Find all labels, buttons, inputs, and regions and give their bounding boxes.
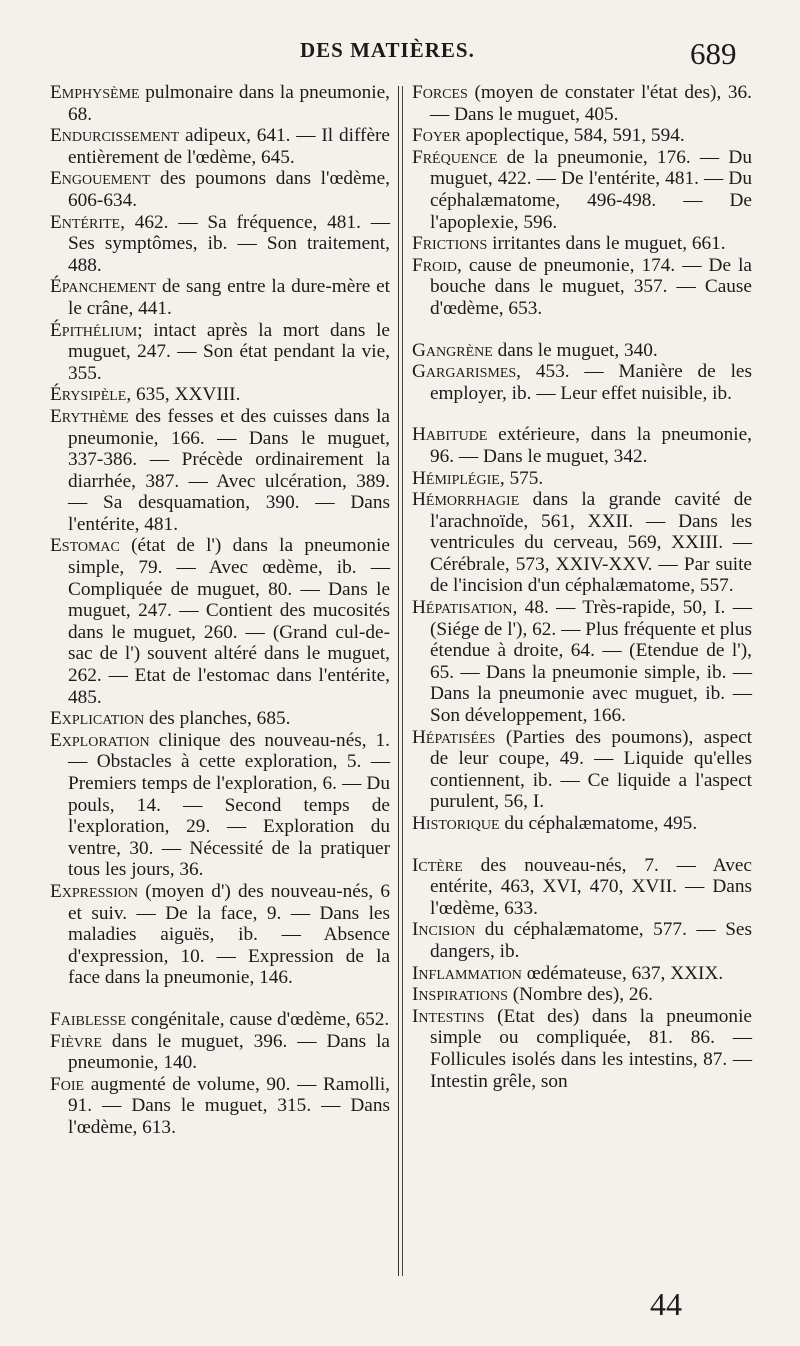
entry-text: (Etat des) dans la pneumonie simple ou compliquée, 81. 86. — Follicules isolés dans les intestins, 87. — Intestin grêle, son xyxy=(430,1005,752,1092)
entry-text: du céphalæmatome, 495. xyxy=(499,813,698,834)
index-entry xyxy=(50,535,390,708)
entry-heading: Gangrène xyxy=(412,339,493,361)
entry-heading: Erythème xyxy=(50,405,129,427)
entry-text: adipeux, 641. — Il diffère entièrement de l'œdème, 645. xyxy=(68,125,390,168)
entry-heading: Fréquence xyxy=(412,146,498,168)
entry-text: congénitale, cause d'œdème, 652. xyxy=(126,1008,390,1030)
left-column xyxy=(50,82,390,1139)
entry-heading: Historique xyxy=(412,813,500,834)
entry-text: augmenté de volume, 90. — Ramolli, 91. — Dans le muguet, 315. — Dans l'œdème, 613. xyxy=(68,1073,390,1138)
running-head: DES MATIÈRES. xyxy=(300,38,475,62)
entry-heading: Ictère xyxy=(412,854,463,876)
index-entry xyxy=(50,320,390,385)
entry-text: (état de l') dans la pneumonie simple, 79. — Avec œdème, ib. — Compliquée de muguet, 80. — Dans le muguet, 247. — Contient des mucosités dans le muguet, 260. — (Grand cul-de-sac de l') souvent altéré dans le muguet, 262. — Etat de l'estomac dans l'entérite, 485. xyxy=(68,535,390,708)
entry-heading: Hépatisation xyxy=(412,597,513,619)
entry-heading: Exploration xyxy=(50,729,150,751)
entry-text: , 575. xyxy=(499,467,544,489)
entry-text: de la pneumonie, 176. — Du muguet, 422. — De l'entérite, 481. — Du céphalæmatome, 496-498. — De l'apoplexie, 596. xyxy=(430,146,752,233)
entry-heading: Hémiplégie xyxy=(412,467,500,489)
entry-text: de sang entre la dure-mère et le crâne, 441. xyxy=(68,276,390,319)
entry-heading: Endurcissement xyxy=(50,125,180,147)
entry-heading: Faiblesse xyxy=(50,1008,127,1030)
entry-text: , 635, XXVIII. xyxy=(126,384,241,406)
index-entry xyxy=(412,489,752,597)
entry-heading: Hépatisées xyxy=(412,726,496,748)
entry-text: dans le muguet, 340. xyxy=(492,339,658,361)
index-entry xyxy=(412,233,752,255)
right-column xyxy=(412,82,752,1092)
entry-heading: Foie xyxy=(50,1073,85,1095)
index-entry xyxy=(412,963,752,985)
index-entry xyxy=(412,125,752,147)
entry-text: pulmonaire dans la pneumonie, 68. xyxy=(68,82,390,125)
entry-text: apoplectique, 584, 591, 594. xyxy=(460,125,685,147)
entry-text: dans le muguet, 396. — Dans la pneumonie, 140. xyxy=(68,1030,390,1074)
entry-heading: Habitude xyxy=(412,424,488,446)
index-entry xyxy=(50,82,390,125)
entry-heading: Intestins xyxy=(412,1005,485,1027)
entry-text: (moyen d') des nouveau-nés, 6 et suiv. — De la face, 9. — Dans les maladies aiguës, ib. — Absence d'expression, 10. — Expression de la face dans la pneumonie, 146. xyxy=(68,880,390,989)
entry-text: des fesses et des cuisses dans la pneumonie, 166. — Dans le muguet, 337-386. — Précède ordinairement la diarrhée, 387. — Avec ulcération, 389. — Sa desquamation, 390. — Dans l'entérite, 481. xyxy=(68,405,390,535)
entry-heading: Fièvre xyxy=(50,1030,102,1052)
index-entry xyxy=(412,424,752,467)
entry-text: , 453. — Manière de les employer, ib. — Leur effet nuisible, ib. xyxy=(430,361,752,404)
index-entry xyxy=(50,881,390,989)
index-entry xyxy=(50,168,390,211)
entry-heading: Estomac xyxy=(50,535,120,557)
index-entry xyxy=(50,384,390,406)
entry-heading: Gargarismes xyxy=(412,361,517,383)
column-rule xyxy=(398,86,400,1276)
entry-heading: Hémorrhagie xyxy=(412,489,520,511)
entry-text: des poumons dans l'œdème, 606-634. xyxy=(68,168,390,211)
index-entry xyxy=(412,855,752,920)
entry-text: des planches, 685. xyxy=(144,708,291,730)
index-entry xyxy=(50,125,390,168)
entry-heading: Explication xyxy=(50,708,145,730)
index-entry xyxy=(412,597,752,727)
entry-heading: Incision xyxy=(412,919,476,941)
entry-heading: Emphysème xyxy=(50,82,140,103)
index-entry xyxy=(412,147,752,233)
signature-mark: 44 xyxy=(650,1286,682,1322)
entry-text: (Nombre des), 26. xyxy=(507,984,653,1006)
entry-heading: Forces xyxy=(412,82,468,103)
index-entry xyxy=(50,1009,390,1031)
index-entry xyxy=(50,1031,390,1074)
index-entry xyxy=(412,984,752,1006)
entry-text: extérieure, dans la pneumonie, 96. — Dans le muguet, 342. xyxy=(430,424,752,467)
column-rule xyxy=(402,86,404,1276)
entry-heading: Froid xyxy=(412,254,457,276)
index-entry xyxy=(50,708,390,730)
entry-heading: Inflammation xyxy=(412,962,522,984)
entry-text: dans la grande cavité de l'arachnoïde, 561, XXII. — Dans les ventricules du cerveau, 569, XXIII. — Cérébrale, 573, XXIV-XXV. — Par suite de l'incision d'un céphalæmatome, 557. xyxy=(430,489,752,597)
index-entry xyxy=(50,1074,390,1139)
entry-heading: Expression xyxy=(50,880,139,902)
entry-heading: Épithélium xyxy=(50,319,138,341)
entry-heading: Érysipèle xyxy=(50,384,127,406)
entry-text: clinique des nouveau-nés, 1. — Obstacles à cette exploration, 5. — Premiers temps de l'exploration, 6. — Du pouls, 14. — Second temps de l'exploration, 29. — Exploration du ventre, 30. — Nécessité de la pratiquer tous les jours, 36. xyxy=(68,729,390,881)
entry-text: du céphalæmatome, 577. — Ses dangers, ib. xyxy=(430,919,752,962)
index-entry xyxy=(412,468,752,490)
entry-text: , 462. — Sa fréquence, 481. — Ses symptômes, ib. — Son traitement, 488. xyxy=(68,211,390,276)
entry-text: irritantes dans le muguet, 661. xyxy=(487,233,726,255)
entry-heading: Foyer xyxy=(412,125,461,147)
index-entry xyxy=(50,212,390,277)
entry-heading: Entérite xyxy=(50,211,121,233)
index-entry xyxy=(412,255,752,320)
entry-text: , cause de pneumonie, 174. — De la bouche dans le muguet, 357. — Cause d'œdème, 653. xyxy=(430,254,752,319)
entry-text: (Parties des poumons), aspect de leur coupe, 49. — Liquide qu'elles contiennent, ib. — Ce liquide a l'aspect purulent, 56, I. xyxy=(430,726,752,813)
index-entry xyxy=(50,730,390,881)
entry-heading: Inspirations xyxy=(412,984,508,1006)
index-entry xyxy=(412,813,752,835)
index-entry xyxy=(412,361,752,404)
entry-heading: Frictions xyxy=(412,233,488,255)
entry-text: œdémateuse, 637, XXIX. xyxy=(521,962,724,984)
index-entry xyxy=(50,406,390,536)
entry-text: ; intact après la mort dans le muguet, 247. — Son état pendant la vie, 355. xyxy=(68,319,390,384)
index-entry xyxy=(412,82,752,125)
index-entry xyxy=(412,919,752,962)
index-entry xyxy=(412,727,752,813)
entry-text: (moyen de constater l'état des), 36. — Dans le muguet, 405. xyxy=(430,82,752,125)
entry-text: des nouveau-nés, 7. — Avec entérite, 463, XVI, 470, XVII. — Dans l'œdème, 633. xyxy=(430,854,752,919)
index-entry xyxy=(50,276,390,319)
entry-heading: Engouement xyxy=(50,168,151,190)
page-number: 689 xyxy=(690,36,737,71)
entry-text: , 48. — Très-rapide, 50, I. — (Siége de l'), 62. — Plus fréquente et plus étendue à droite, 64. — (Etendue de l'), 65. — Dans la pneumonie simple, ib. — Dans la pneumonie avec muguet, ib. — Son développement, 166. xyxy=(430,597,752,727)
entry-heading: Épanchement xyxy=(50,276,157,298)
index-entry xyxy=(412,1006,752,1092)
index-entry xyxy=(412,340,752,362)
